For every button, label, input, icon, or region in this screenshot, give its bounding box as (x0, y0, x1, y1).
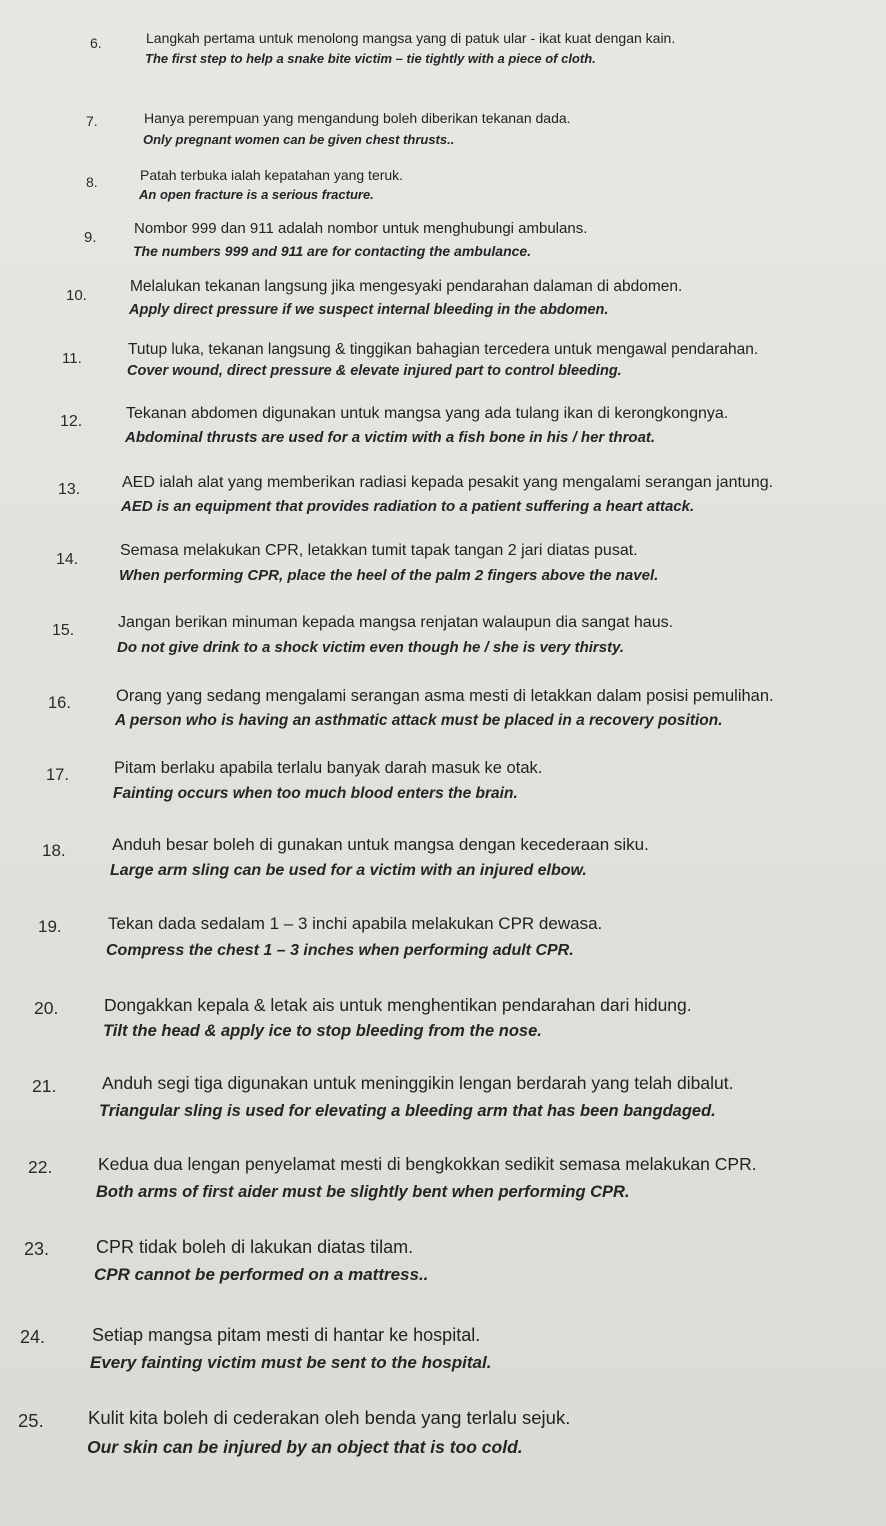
statement-english: Fainting occurs when too much blood enters the brain. (113, 785, 518, 802)
statement-malay: Tekanan abdomen digunakan untuk mangsa yang ada tulang ikan di kerongkongnya. (126, 405, 729, 422)
statement-malay: Nombor 999 dan 911 adalah nombor untuk menghubungi ambulans. (134, 220, 588, 237)
item-number: 16. (48, 694, 71, 712)
item-number: 22. (28, 1157, 53, 1177)
item-number: 12. (60, 413, 83, 430)
item-number: 14. (56, 551, 79, 568)
statement-english: The first step to help a snake bite victim – tie tightly with a piece of cloth. (145, 51, 596, 66)
statement-english: The numbers 999 and 911 are for contacting the ambulance. (133, 243, 532, 259)
item-number: 6. (90, 35, 102, 51)
item-number: 7. (86, 113, 98, 129)
item-number: 20. (34, 998, 59, 1018)
statement-malay: Semasa melakukan CPR, letakkan tumit tapak tangan 2 jari diatas pusat. (120, 542, 638, 559)
statement-english: Large arm sling can be used for a victim with an injured elbow. (110, 862, 587, 879)
statement-malay: Kedua dua lengan penyelamat mesti di bengkokkan sedikit semasa melakukan CPR. (98, 1154, 757, 1174)
item-number: 8. (86, 174, 98, 190)
statement-english: CPR cannot be performed on a mattress.. (94, 1265, 429, 1284)
statement-english: Triangular sling is used for elevating a bleeding arm that has been bangdaged. (99, 1102, 716, 1120)
statement-english: When performing CPR, place the heel of the palm 2 fingers above the navel. (119, 567, 659, 584)
statement-english: Every fainting victim must be sent to the hospital. (90, 1353, 492, 1372)
statement-malay: CPR tidak boleh di lakukan diatas tilam. (96, 1237, 414, 1257)
statement-malay: Langkah pertama untuk menolong mangsa yang di patuk ular - ikat kuat dengan kain. (146, 30, 676, 46)
item-number: 19. (38, 917, 62, 936)
statement-malay: Orang yang sedang mengalami serangan asma mesti di letakkan dalam posisi pemulihan. (116, 687, 774, 705)
statement-english: Compress the chest 1 – 3 inches when performing adult CPR. (106, 942, 574, 959)
statement-english: An open fracture is a serious fracture. (139, 187, 374, 202)
statement-english: A person who is having an asthmatic attack must be placed in a recovery position. (115, 712, 723, 729)
item-number: 18. (42, 841, 66, 860)
item-number: 13. (58, 481, 81, 498)
statement-malay: Dongakkan kepala & letak ais untuk menghentikan pendarahan dari hidung. (104, 995, 692, 1015)
item-number: 11. (62, 350, 82, 367)
item-number: 10. (66, 287, 87, 304)
statement-malay: Hanya perempuan yang mengandung boleh diberikan tekanan dada. (144, 110, 571, 126)
statement-english: Our skin can be injured by an object that is too cold. (87, 1437, 523, 1457)
statement-english: Apply direct pressure if we suspect internal bleeding in the abdomen. (129, 302, 609, 318)
item-number: 25. (18, 1410, 44, 1431)
item-number: 21. (32, 1076, 57, 1096)
statement-english: Tilt the head & apply ice to stop bleeding from the nose. (103, 1022, 542, 1040)
item-number: 15. (52, 622, 75, 639)
statement-malay: AED ialah alat yang memberikan radiasi kepada pesakit yang mengalami serangan jantung. (122, 474, 774, 491)
statement-english: Abdominal thrusts are used for a victim with a fish bone in his / her throat. (125, 429, 656, 446)
item-number: 9. (84, 229, 97, 246)
item-number: 23. (24, 1239, 50, 1259)
statement-english: Both arms of first aider must be slightly bent when performing CPR. (96, 1183, 630, 1201)
statement-malay: Tekan dada sedalam 1 – 3 inchi apabila melakukan CPR dewasa. (108, 914, 603, 933)
statement-malay: Patah terbuka ialah kepatahan yang teruk. (140, 167, 404, 183)
statement-malay: Setiap mangsa pitam mesti di hantar ke hospital. (92, 1325, 481, 1345)
statement-malay: Jangan berikan minuman kepada mangsa renjatan walaupun dia sangat haus. (118, 614, 674, 631)
statement-english: Do not give drink to a shock victim even though he / she is very thirsty. (117, 639, 625, 656)
item-number: 24. (20, 1327, 46, 1347)
statement-malay: Melalukan tekanan langsung jika mengesyaki pendarahan dalaman di abdomen. (130, 278, 683, 295)
statement-malay: Anduh segi tiga digunakan untuk meninggikin lengan berdarah yang telah dibalut. (102, 1073, 734, 1093)
item-number: 17. (46, 766, 69, 784)
statement-english: AED is an equipment that provides radiation to a patient suffering a heart attack. (121, 498, 695, 515)
statement-malay: Kulit kita boleh di cederakan oleh benda yang terlalu sejuk. (88, 1407, 571, 1428)
statement-malay: Tutup luka, tekanan langsung & tinggikan bahagian tercedera untuk mengawal pendarahan. (128, 341, 759, 358)
statement-malay: Anduh besar boleh di gunakan untuk mangsa dengan kecederaan siku. (112, 835, 649, 854)
statement-malay: Pitam berlaku apabila terlalu banyak darah masuk ke otak. (114, 759, 543, 777)
statement-english: Only pregnant women can be given chest thrusts.. (143, 132, 455, 147)
statement-english: Cover wound, direct pressure & elevate injured part to control bleeding. (127, 363, 622, 379)
